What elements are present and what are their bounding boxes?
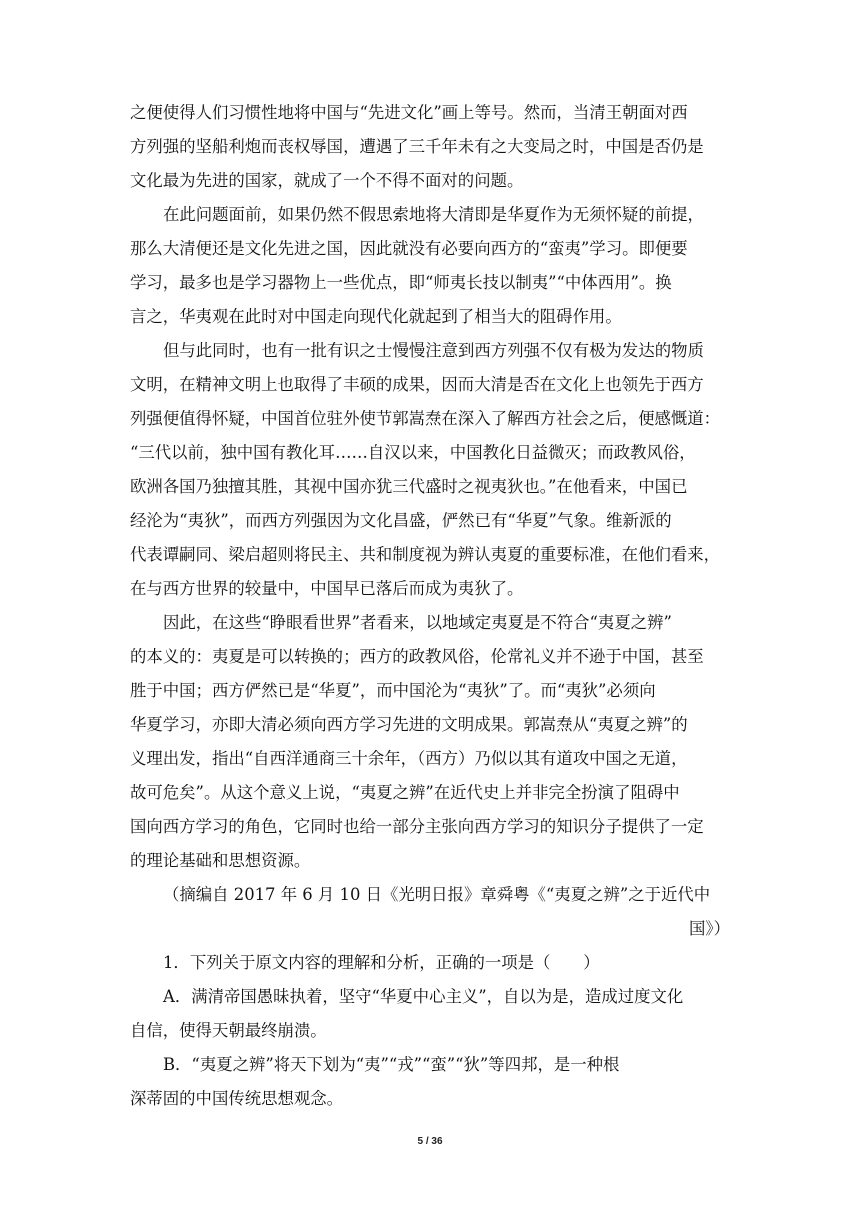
text-line: 欧洲各国乃独擅其胜，其视中国亦犹三代盛时之视夷狄也。”在他看来，中国已 xyxy=(130,477,688,496)
citation-line: （摘编自 2017 年 6 月 10 日《光明日报》章舜粤《“夷夏之辨”之于近代中 xyxy=(163,885,711,904)
text-line: 故可危矣”。从这个意义上说，“夷夏之辨”在近代史上并非完全扮演了阻碍中 xyxy=(130,783,680,802)
text-line: 华夏学习，亦即大清必须向西方学习先进的文明成果。郭嵩焘从“夷夏之辨”的 xyxy=(130,715,688,734)
source-citation xyxy=(130,878,730,946)
text-line: 但与此同时，也有一批有识之士慢慢注意到西方列强不仅有极为发达的物质 xyxy=(163,341,704,360)
option-line: 自信，使得天朝最终崩溃。 xyxy=(130,1021,327,1040)
text-line: 经沦为“夷狄”，而西方列强因为文化昌盛，俨然已有“华夏”气象。维新派的 xyxy=(130,511,672,530)
paragraph xyxy=(130,606,730,878)
text-line: 方列强的坚船利炮而丧权辱国，遭遇了三千年未有之大变局之时，中国是否仍是 xyxy=(130,137,704,156)
text-line: 国向西方学习的角色，它同时也给一部分主张向西方学习的知识分子提供了一定 xyxy=(130,817,704,836)
text-line: 列强便值得怀疑，中国首位驻外使节郭嵩焘在深入了解西方社会之后，便感慨道： xyxy=(130,409,721,428)
page-number: 5 / 36 xyxy=(417,1136,443,1147)
question-stem: 1．下列关于原文内容的理解和分析，正确的一项是（ ） xyxy=(163,953,600,972)
text-line: 的理论基础和思想资源。 xyxy=(130,851,311,870)
option-a xyxy=(130,980,730,1048)
document-page xyxy=(130,96,730,1116)
option-line: 深蒂固的中国传统思想观念。 xyxy=(130,1089,344,1108)
citation-line: 国》） xyxy=(689,919,730,938)
option-line: B．“夷夏之辨”将天下划为“夷”“戎”“蛮”“狄”等四邦，是一种根 xyxy=(163,1055,620,1074)
text-line: 学习，最多也是学习器物上一些优点，即“师夷长技以制夷”“中体西用”。换 xyxy=(130,273,672,292)
text-line: “三代以前，独中国有教化耳……自汉以来，中国教化日益微灭；而政教风俗， xyxy=(130,443,696,462)
option-b xyxy=(130,1048,730,1116)
text-line: 文明，在精神文明上也取得了丰硕的成果，因而大清是否在文化上也领先于西方 xyxy=(130,375,704,394)
text-line: 因此，在这些“睁眼看世界”者看来，以地域定夷夏是不符合“夷夏之辨” xyxy=(163,613,672,632)
text-line: 之便使得人们习惯性地将中国与“先进文化”画上等号。然而，当清王朝面对西 xyxy=(130,103,688,122)
text-line: 那么大清便还是文化先进之国，因此就没有必要向西方的“蛮夷”学习。即便要 xyxy=(130,239,688,258)
text-line: 的本义的：夷夏是可以转换的；西方的政教风俗，伦常礼义并不逊于中国，甚至 xyxy=(130,647,704,666)
text-line: 代表谭嗣同、梁启超则将民主、共和制度视为辨认夷夏的重要标准，在他们看来， xyxy=(130,545,721,564)
paragraph xyxy=(130,334,730,606)
paragraph xyxy=(130,198,730,334)
question-block xyxy=(130,946,730,1116)
text-line: 胜于中国；西方俨然已是“华夏”，而中国沦为“夷狄”了。而“夷狄”必须向 xyxy=(130,681,656,700)
text-line: 在此问题面前，如果仍然不假思索地将大清即是华夏作为无须怀疑的前提， xyxy=(163,205,704,224)
text-line: 在与西方世界的较量中，中国早已落后而成为夷狄了。 xyxy=(130,579,524,598)
text-line: 言之，华夷观在此时对中国走向现代化就起到了相当大的阻碍作用。 xyxy=(130,307,622,326)
option-line: A．满清帝国愚昧执着，坚守“华夏中心主义”，自以为是，造成过度文化 xyxy=(163,987,684,1006)
text-line: 文化最为先进的国家，就成了一个不得不面对的问题。 xyxy=(130,171,524,190)
text-line: 义理出发，指出“自西洋通商三十余年，（西方）乃似以其有道攻中国之无道， xyxy=(130,749,688,768)
paragraph xyxy=(130,96,730,198)
